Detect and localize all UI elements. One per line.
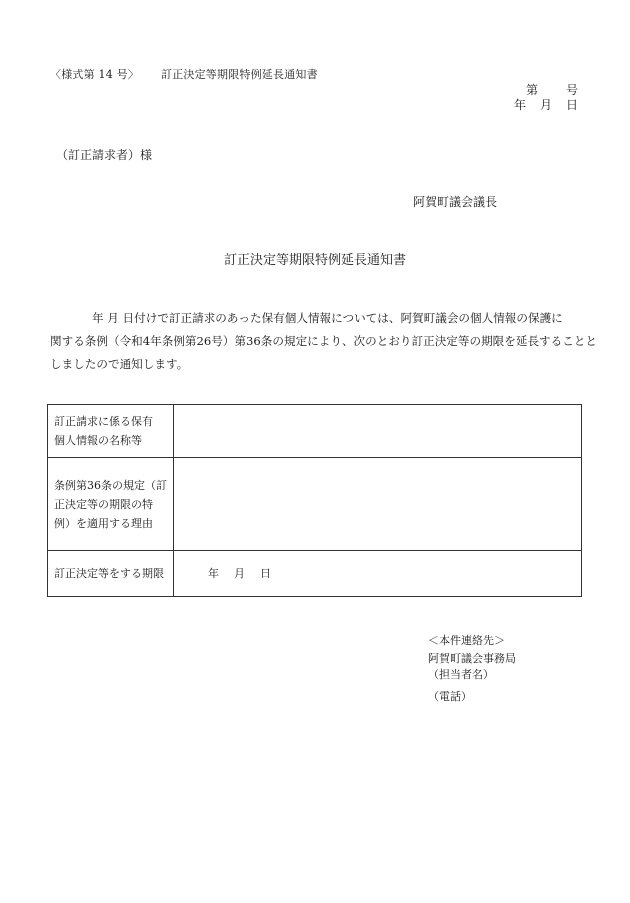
sender: 阿賀町議会議長 [413, 195, 498, 209]
table-row-reason [48, 458, 582, 551]
deadline-month: 月 [234, 567, 245, 580]
document-date [514, 96, 578, 113]
recipient: （訂正請求者）様 [56, 148, 153, 162]
body-line-1-text: 年 月 日付けで訂正請求のあった保有個人情報については、阿賀町議会の個人情報の保護に [92, 311, 563, 325]
row-label-reason [48, 458, 174, 551]
row-label-reason-2: 正決定等の期限の特 [54, 497, 153, 511]
contact-person: （担当者名） [428, 668, 494, 681]
table-row-info-name [48, 405, 582, 458]
row-label-deadline: 訂正決定等をする期限 [48, 551, 174, 597]
contact-office: 阿賀町議会事務局 [428, 652, 516, 665]
deadline-day: 日 [260, 567, 271, 580]
date-year: 年 [513, 98, 526, 112]
row-label-info-name [48, 405, 174, 458]
date-month: 月 [539, 98, 552, 112]
body-line-1 [50, 307, 590, 330]
body-line-2: 関する条例（令和4年条例第26号）第36条の規定により、次のとおり訂正決定等の期限を延長することと [50, 334, 598, 348]
info-table [47, 404, 582, 597]
row-value-info-name [174, 405, 582, 458]
row-value-deadline [174, 551, 582, 597]
body-line-3: しましたので通知します。 [50, 357, 189, 371]
document-number-dai: 第 [525, 83, 538, 97]
document-title: 訂正決定等期限特例延長通知書 [223, 253, 406, 268]
row-label-reason-3: 例）を適用する理由 [54, 516, 153, 530]
form-number-line [50, 66, 318, 82]
row-value-reason [174, 458, 582, 551]
table-row-deadline [48, 551, 582, 597]
contact-heading: ＜本件連絡先＞ [428, 634, 505, 647]
row-label-info-name-2: 個人情報の名称等 [54, 434, 142, 447]
date-day: 日 [565, 98, 578, 112]
row-label-info-name-1: 訂正請求に係る保有 [54, 415, 153, 428]
row-label-reason-1: 条例第36条の規定（訂 [54, 478, 167, 492]
document-number-go: 号 [565, 83, 578, 97]
form-number-label: 〈様式第 14 号〉 [50, 68, 139, 81]
form-caption: 訂正決定等期限特例延長通知書 [161, 68, 318, 81]
contact-phone: （電話） [428, 690, 472, 703]
body-text [50, 307, 598, 376]
deadline-year: 年 [208, 567, 219, 580]
